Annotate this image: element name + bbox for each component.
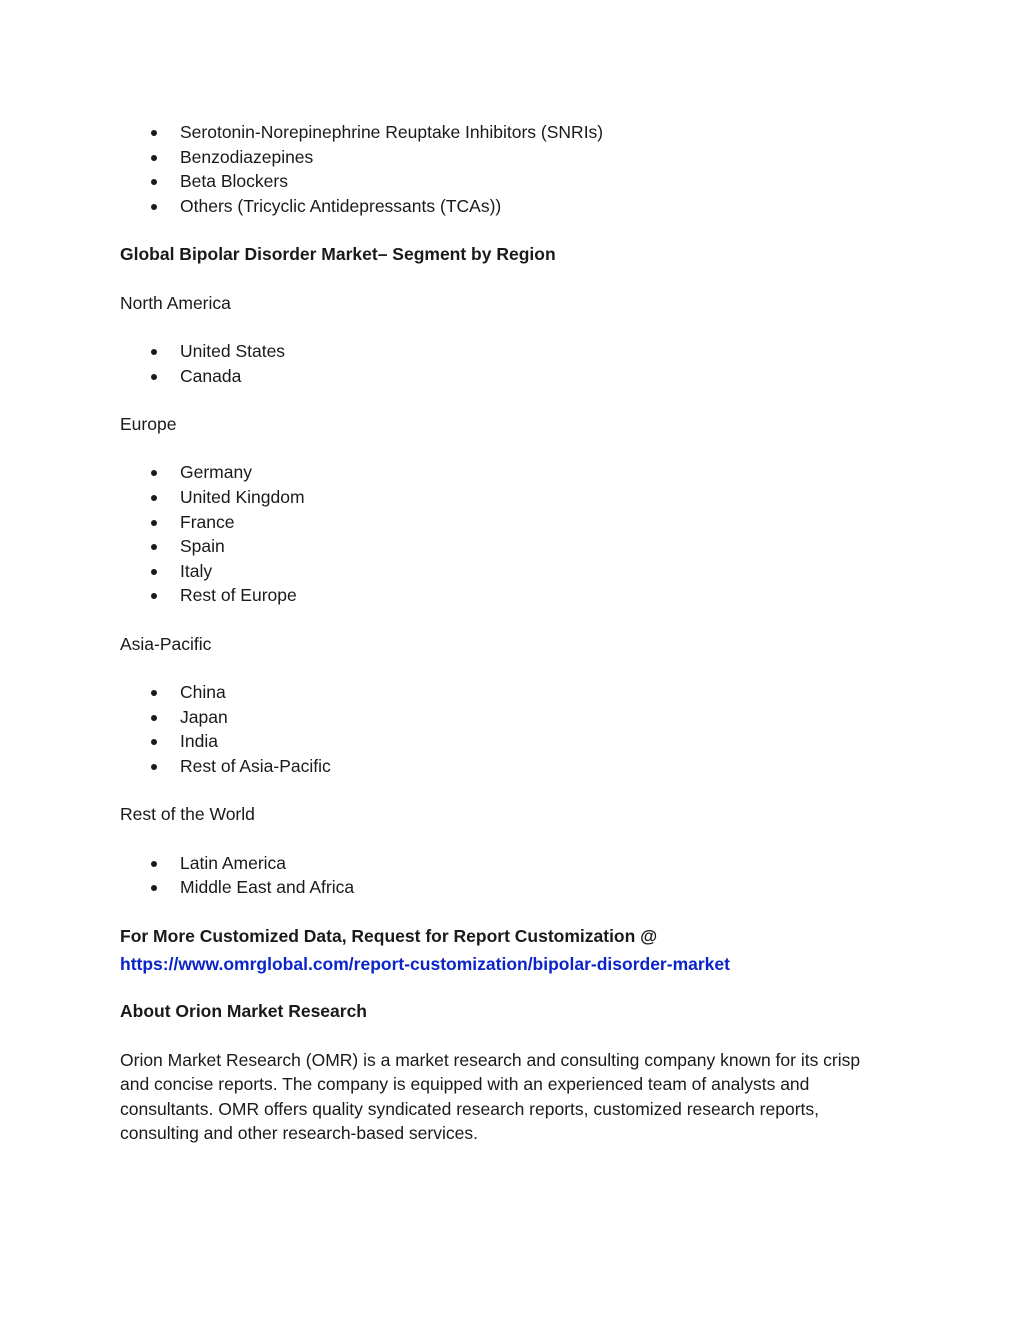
- list-item: [120, 120, 910, 145]
- list-item: [120, 169, 910, 194]
- bullet-icon: [151, 179, 157, 185]
- list-item-label: Rest of Europe: [180, 585, 297, 606]
- about-line: Orion Market Research (OMR) is a market research and consulting company known for its crisp: [120, 1049, 861, 1070]
- list-item-label: Beta Blockers: [180, 171, 288, 192]
- rest-of-world-country-list: [120, 851, 910, 900]
- list-item: [120, 729, 910, 754]
- list-item: [120, 460, 910, 485]
- region-section-heading: Global Bipolar Disorder Market– Segment by Region: [120, 244, 556, 265]
- list-item: [120, 510, 910, 535]
- list-item: [120, 364, 910, 389]
- bullet-icon: [151, 520, 157, 526]
- list-item-label: Spain: [180, 536, 225, 557]
- bullet-icon: [151, 739, 157, 745]
- about-heading: About Orion Market Research: [120, 1001, 367, 1022]
- list-item-label: China: [180, 682, 226, 703]
- list-item-label: Italy: [180, 560, 213, 581]
- list-item-label: Canada: [180, 365, 242, 386]
- list-item: [120, 680, 910, 705]
- bullet-icon: [151, 470, 157, 476]
- bullet-icon: [151, 204, 157, 210]
- bullet-icon: [151, 715, 157, 721]
- bullet-icon: [151, 544, 157, 550]
- list-item-label: Others (Tricyclic Antidepressants (TCAs)): [180, 195, 502, 216]
- list-item-label: Benzodiazepines: [180, 146, 314, 167]
- list-item: [120, 851, 910, 876]
- list-item: [120, 559, 910, 584]
- bullet-icon: [151, 593, 157, 599]
- list-item-label: United States: [180, 340, 286, 361]
- list-item: [120, 875, 910, 900]
- bullet-icon: [151, 130, 157, 136]
- customization-link[interactable]: https://www.omrglobal.com/report-customization/bipolar-disorder-market: [120, 954, 730, 975]
- about-line: consultants. OMR offers quality syndicated research reports, customized research reports,: [120, 1098, 820, 1119]
- list-item-label: Rest of Asia-Pacific: [180, 755, 331, 776]
- bullet-icon: [151, 374, 157, 380]
- bullet-icon: [151, 885, 157, 891]
- bullet-icon: [151, 690, 157, 696]
- list-item: [120, 705, 910, 730]
- asia-pacific-country-list: [120, 680, 910, 778]
- north-america-country-list: [120, 339, 910, 388]
- drug-class-list: [120, 120, 910, 218]
- about-line: consulting and other research-based services.: [120, 1123, 478, 1144]
- list-item-label: Serotonin-Norepinephrine Reuptake Inhibitors (SNRIs): [180, 122, 604, 142]
- region-name-north-america: North America: [120, 292, 231, 313]
- list-item-label: India: [180, 731, 218, 752]
- list-item: [120, 754, 910, 779]
- about-paragraph: [120, 1048, 910, 1146]
- bullet-icon: [151, 764, 157, 770]
- bullet-icon: [151, 495, 157, 501]
- list-item-label: Middle East and Africa: [180, 877, 355, 898]
- bullet-icon: [151, 861, 157, 867]
- list-item: [120, 485, 910, 510]
- region-name-asia-pacific: Asia-Pacific: [120, 633, 212, 654]
- list-item: [120, 534, 910, 559]
- bullet-icon: [151, 155, 157, 161]
- list-item-label: Japan: [180, 706, 228, 727]
- document-page: [120, 120, 910, 1146]
- region-name-rest-of-world: Rest of the World: [120, 804, 255, 825]
- list-item: [120, 339, 910, 364]
- list-item-label: France: [180, 511, 235, 532]
- region-name-europe: Europe: [120, 413, 177, 434]
- list-item-label: United Kingdom: [180, 486, 305, 507]
- about-line: and concise reports. The company is equipped with an experienced team of analysts and: [120, 1074, 810, 1095]
- list-item-label: Latin America: [180, 852, 287, 873]
- list-item: [120, 145, 910, 170]
- customization-request-text: For More Customized Data, Request for Report Customization @: [120, 925, 658, 946]
- list-item: [120, 583, 910, 608]
- europe-country-list: [120, 460, 910, 608]
- list-item: [120, 194, 910, 219]
- bullet-icon: [151, 569, 157, 575]
- list-item-label: Germany: [180, 462, 252, 483]
- bullet-icon: [151, 349, 157, 355]
